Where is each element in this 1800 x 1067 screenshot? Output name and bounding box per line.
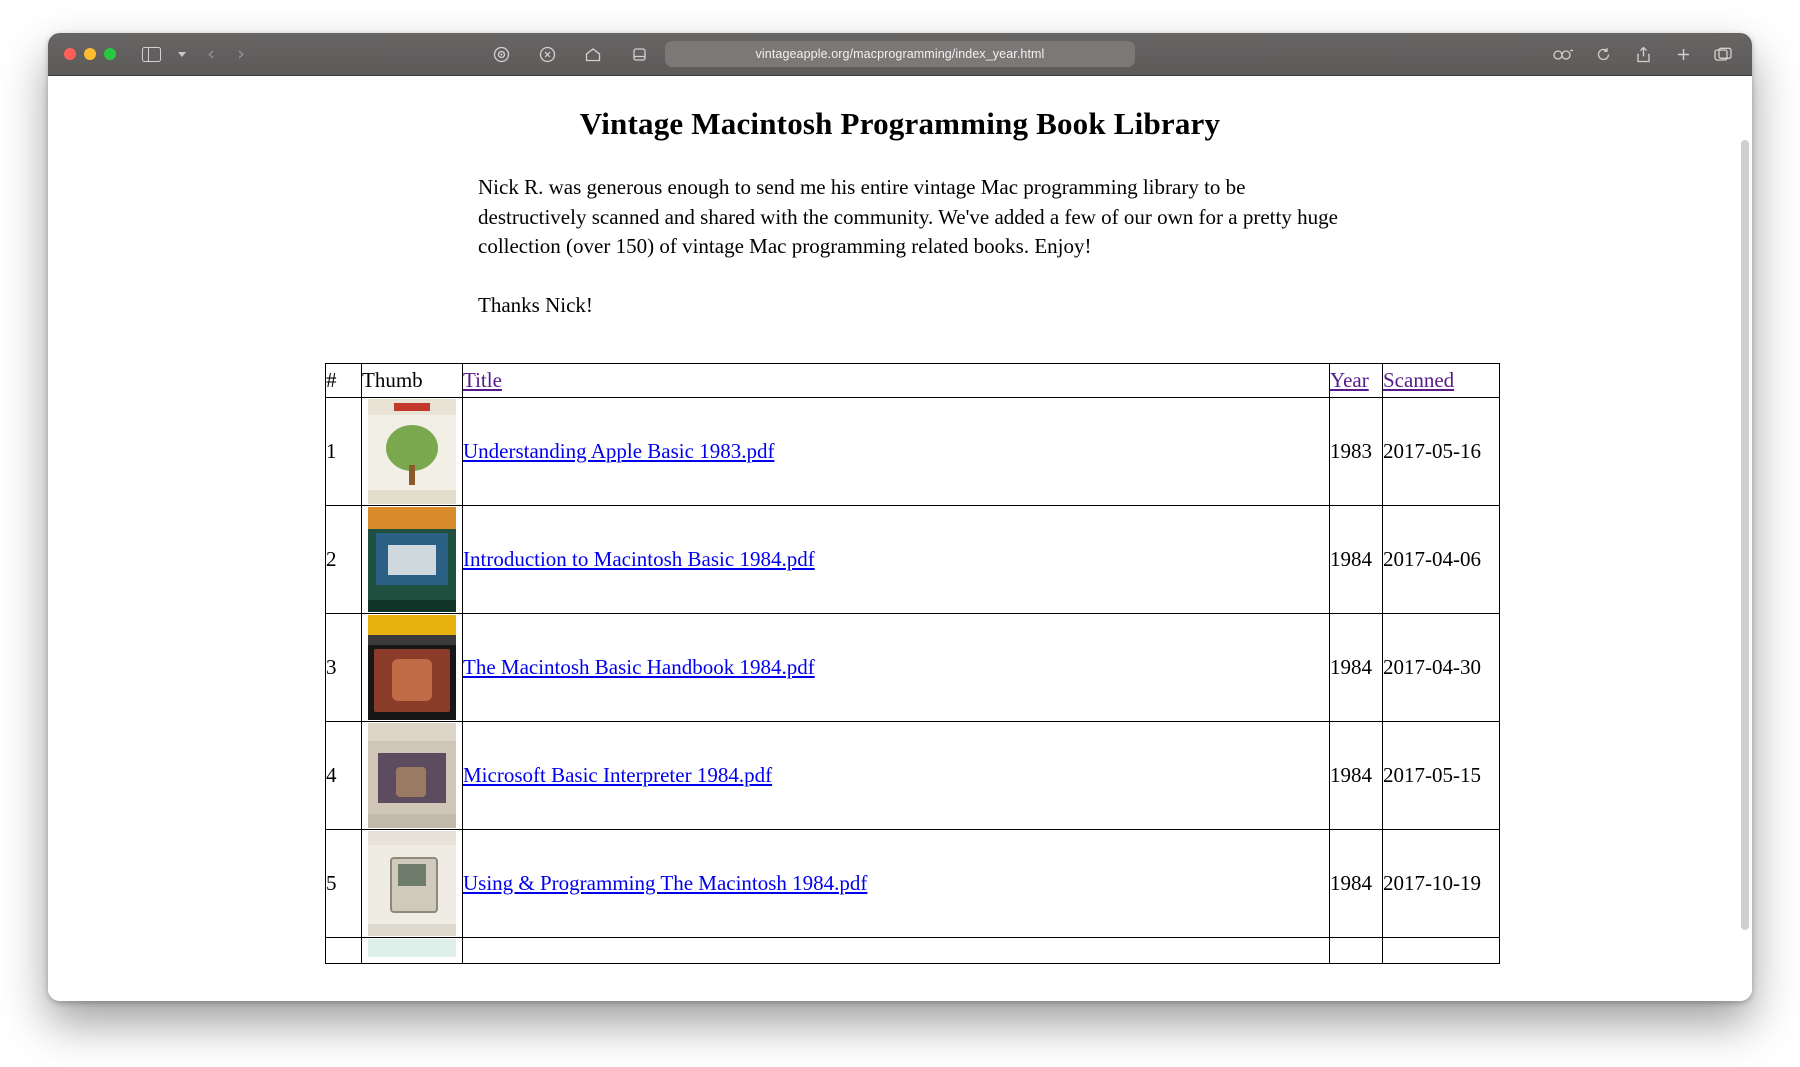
table-row <box>326 722 1500 830</box>
share-button[interactable] <box>1630 42 1656 66</box>
table-header-row <box>326 364 1500 398</box>
sort-by-title-link[interactable]: Title <box>463 368 502 392</box>
row-scanned-date: 2017-10-19 <box>1383 830 1500 938</box>
book-title-link[interactable]: Understanding Apple Basic 1983.pdf <box>463 439 775 463</box>
row-year: 1984 <box>1330 830 1383 938</box>
web-page-content <box>48 76 1752 1001</box>
maximize-window-button[interactable] <box>104 48 116 60</box>
row-year: 1983 <box>1330 398 1383 506</box>
row-scanned-date: 2017-05-15 <box>1383 722 1500 830</box>
window-controls <box>64 48 116 60</box>
book-cover-next-row <box>368 939 456 957</box>
forward-button[interactable] <box>228 42 254 66</box>
row-title <box>463 830 1330 938</box>
row-number: 5 <box>326 830 362 938</box>
header-cell-title <box>463 364 1330 398</box>
privacy-report-icon <box>493 46 510 63</box>
header-cell-thumb: Thumb <box>362 364 463 398</box>
privacy-report-button[interactable] <box>488 42 514 66</box>
back-button[interactable] <box>198 42 224 66</box>
intro-text-block <box>478 173 1358 320</box>
table-row <box>326 506 1500 614</box>
table-row <box>326 398 1500 506</box>
intro-paragraph: Nick R. was generous enough to send me his entire vintage Mac programming library to be destructively scanned and shared with the community. We've added a few of our own for a pretty huge collection (over 150) of vintage Mac programming related books. Enjoy! <box>478 175 1338 258</box>
reload-button[interactable] <box>1590 42 1616 66</box>
page-scrollbar[interactable] <box>1741 84 1749 984</box>
reload-icon <box>1596 47 1611 62</box>
row-number: 4 <box>326 722 362 830</box>
row-title <box>463 938 1330 964</box>
row-year: 1984 <box>1330 614 1383 722</box>
row-title <box>463 506 1330 614</box>
downloads-icon <box>631 46 648 63</box>
book-title-link[interactable]: Microsoft Basic Interpreter 1984.pdf <box>463 763 773 787</box>
toolbar-center-icons <box>488 42 652 66</box>
row-title <box>463 722 1330 830</box>
row-number: 3 <box>326 614 362 722</box>
row-thumbnail[interactable] <box>362 506 463 614</box>
sort-by-scanned-link[interactable]: Scanned <box>1383 368 1455 392</box>
header-cell-year <box>1330 364 1383 398</box>
book-cover-the-macintosh-basic-handbook <box>368 615 456 720</box>
toolbar-right-icons <box>1550 42 1736 66</box>
table-row <box>326 614 1500 722</box>
row-thumbnail[interactable] <box>362 614 463 722</box>
row-year: 1984 <box>1330 506 1383 614</box>
address-bar[interactable] <box>665 41 1135 67</box>
book-title-link[interactable]: The Macintosh Basic Handbook 1984.pdf <box>463 655 815 679</box>
scrollbar-thumb[interactable] <box>1741 140 1749 930</box>
navigation-controls <box>138 42 254 66</box>
header-cell-scanned <box>1383 364 1500 398</box>
browser-window <box>48 33 1752 1001</box>
row-year: 1984 <box>1330 722 1383 830</box>
book-cover-introduction-to-macintosh-basic <box>368 507 456 612</box>
back-arrow-icon: ‹ <box>207 42 215 65</box>
row-thumbnail[interactable] <box>362 938 463 964</box>
row-scanned-date: 2017-05-16 <box>1383 398 1500 506</box>
share-icon <box>1636 46 1651 63</box>
tab-overview-icon <box>1714 47 1733 62</box>
sort-by-year-link[interactable]: Year <box>1330 368 1369 392</box>
extensions-button[interactable] <box>1550 42 1576 66</box>
book-library-table <box>325 363 1500 964</box>
row-number <box>326 938 362 964</box>
book-cover-using-and-programming-the-macintosh <box>368 831 456 936</box>
table-row <box>326 830 1500 938</box>
new-tab-button[interactable] <box>1670 42 1696 66</box>
row-scanned-date: 2017-04-06 <box>1383 506 1500 614</box>
thanks-paragraph: Thanks Nick! <box>478 292 593 317</box>
address-bar-url: vintageapple.org/macprogramming/index_year.html <box>755 47 1045 61</box>
row-title <box>463 614 1330 722</box>
downloads-button[interactable] <box>626 42 652 66</box>
new-tab-icon <box>1676 47 1691 62</box>
row-scanned-date <box>1383 938 1500 964</box>
row-thumbnail[interactable] <box>362 722 463 830</box>
row-scanned-date: 2017-04-30 <box>1383 614 1500 722</box>
chevron-down-icon <box>178 52 186 57</box>
reader-button[interactable] <box>534 42 560 66</box>
table-row-partially-visible <box>326 938 1500 964</box>
row-thumbnail[interactable] <box>362 398 463 506</box>
close-window-button[interactable] <box>64 48 76 60</box>
row-year <box>1330 938 1383 964</box>
row-thumbnail[interactable] <box>362 830 463 938</box>
book-title-link[interactable]: Introduction to Macintosh Basic 1984.pdf <box>463 547 815 571</box>
row-title <box>463 398 1330 506</box>
book-cover-microsoft-basic-interpreter <box>368 723 456 828</box>
sidebar-icon <box>142 47 161 62</box>
browser-titlebar <box>48 33 1752 76</box>
minimize-window-button[interactable] <box>84 48 96 60</box>
row-number: 2 <box>326 506 362 614</box>
extensions-icon <box>1552 47 1574 62</box>
book-cover-understanding-apple-basic <box>368 399 456 504</box>
sidebar-toggle-button[interactable] <box>138 42 164 66</box>
book-title-link[interactable]: Using & Programming The Macintosh 1984.pdf <box>463 871 868 895</box>
home-icon <box>584 46 602 63</box>
sidebar-dropdown-button[interactable] <box>168 42 194 66</box>
tab-overview-button[interactable] <box>1710 42 1736 66</box>
forward-arrow-icon: › <box>237 42 245 65</box>
row-number: 1 <box>326 398 362 506</box>
home-button[interactable] <box>580 42 606 66</box>
reader-icon <box>539 46 556 63</box>
page-title: Vintage Macintosh Programming Book Library <box>579 106 1221 141</box>
header-cell-number: # <box>326 364 362 398</box>
